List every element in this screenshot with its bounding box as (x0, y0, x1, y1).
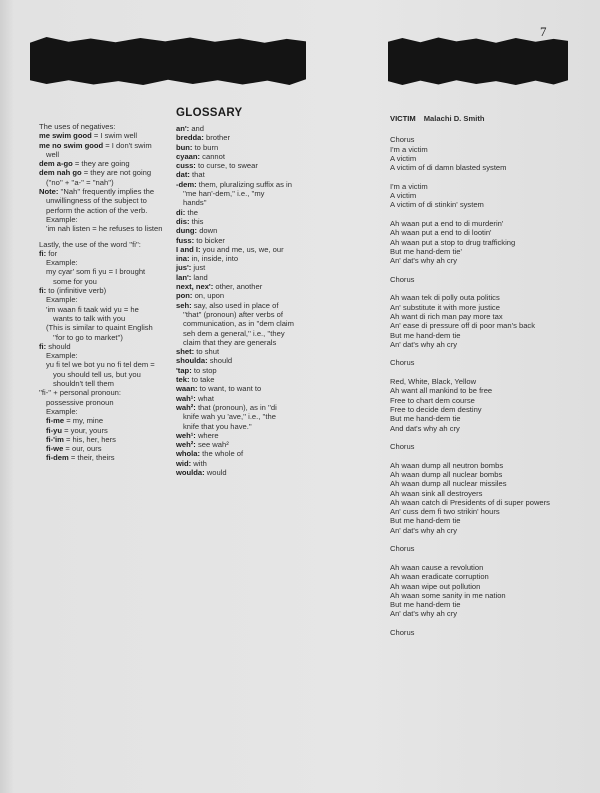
entry-text: ''me han'-dem,'' i.e., ''my (183, 189, 265, 199)
entry-text: should (46, 341, 71, 351)
entry-text: = our, ours (63, 444, 102, 454)
poem-line: Ah want di rich man pay more tax (390, 311, 503, 321)
entry-text: well (46, 149, 60, 159)
note-line (39, 388, 171, 397)
entry-term: di: (176, 207, 186, 217)
glossary-entry (176, 143, 336, 152)
glossary-entry (176, 282, 336, 291)
entry-text: = they are going (72, 159, 130, 169)
glossary-entry (176, 291, 336, 300)
entry-text: seh dem a general,'' i.e., ''they (183, 328, 285, 338)
entry-text: to stop (191, 365, 217, 375)
glossary-entry (176, 384, 336, 393)
entry-text: cannot (200, 151, 225, 161)
entry-text: 'im waan fi taak wid yu = he (46, 304, 139, 314)
poem-line: Ah waan cause a revolution (390, 562, 484, 572)
note-line (39, 398, 171, 407)
entry-text: to bicker (194, 235, 225, 245)
entry-term: dat: (176, 170, 190, 180)
note-line (39, 286, 171, 295)
entry-text: yu fi tel we bot yu no fi tel dem = (46, 360, 155, 370)
entry-term: cyaan: (176, 151, 201, 161)
entry-text: = your, yours (62, 425, 108, 435)
glossary-entry (176, 170, 336, 179)
page-number: 7 (540, 24, 547, 39)
poem-line: Ah waan dump all nuclear missiles (390, 479, 507, 489)
note-line (39, 379, 171, 388)
note-line (39, 333, 171, 342)
note-line (39, 314, 171, 323)
glossary-entry (176, 263, 336, 272)
chorus-label (390, 275, 570, 284)
entry-text: other, another (213, 282, 263, 292)
entry-term: dem nah go (39, 168, 82, 178)
entry-term: me no swim good (39, 140, 104, 150)
entry-text: Example: (46, 406, 78, 416)
entry-term: shoulda: (176, 356, 208, 366)
chorus-label (390, 544, 570, 553)
entry-text: (This is similar to quaint English (46, 323, 153, 333)
note-line (39, 240, 171, 249)
poem-line: Chorus (390, 135, 415, 145)
poem-line: Ah want all mankind to be free (390, 386, 493, 396)
glossary-entry (176, 208, 336, 217)
entry-term: wah²: (176, 402, 196, 412)
entry-text: wants to talk with you (53, 313, 126, 323)
glossary-entry (176, 152, 336, 161)
entry-term: jus': (176, 263, 192, 273)
decorative-black-bar-right (388, 37, 568, 85)
entry-text: say, also used in place of (191, 300, 279, 310)
note-line (39, 267, 171, 276)
entry-text: claim that they are generals (183, 337, 277, 347)
entry-text: and (189, 124, 204, 133)
note-line (39, 196, 171, 205)
glossary-entry (176, 161, 336, 170)
glossary-entry (176, 226, 336, 235)
glossary-entry (176, 124, 336, 133)
entry-term: me swim good (39, 131, 92, 141)
entry-text: ''fi-'' + personal pronoun: (39, 388, 121, 398)
entry-text: = they are not going (81, 168, 152, 178)
note-line (39, 187, 171, 196)
glossary-entry (176, 310, 336, 319)
poem-line: Ah waan wipe out pollution (390, 581, 481, 591)
note-line (39, 370, 171, 379)
poem-stanza (390, 135, 570, 172)
entry-term: an': (176, 124, 190, 133)
poem-line: An' substitute it with more justice (390, 302, 500, 312)
entry-term: fi-yu (46, 425, 63, 435)
entry-text: to burn (192, 142, 219, 152)
glossary-entry (176, 189, 336, 198)
poem-stanza (390, 461, 570, 535)
note-line (39, 141, 171, 150)
entry-term: fi: (39, 286, 47, 296)
glossary-entry (176, 338, 336, 347)
entry-text: that (189, 170, 205, 180)
note-line (39, 159, 171, 168)
poem-stanza (390, 219, 570, 265)
entry-text: knife wah yu 'ave,'' i.e., ''the (183, 412, 276, 422)
glossary-entry (176, 403, 336, 412)
entry-term: bredda: (176, 133, 204, 143)
entry-text: perform the action of the verb. (46, 205, 148, 215)
poem-line: Ah waan put a end to di lootin' (390, 228, 492, 238)
entry-term: shet: (176, 347, 195, 357)
entry-term: cuss: (176, 161, 196, 171)
poem-line: An' cuss dem fi two strikin' hours (390, 507, 500, 517)
entry-text: down (197, 226, 218, 236)
decorative-black-bar-left (30, 37, 306, 85)
negatives-and-fi-notes (39, 122, 171, 463)
poem-stanza (390, 377, 570, 433)
poem-line: Ah waan some sanity in me nation (390, 590, 506, 600)
entry-text: them, pluralizing suffix as in (196, 179, 292, 189)
entry-text: Example: (46, 351, 78, 361)
note-line (39, 168, 171, 177)
note-line (39, 122, 171, 131)
note-line (39, 360, 171, 369)
entry-text: ''that'' (pronoun) after verbs of (183, 309, 283, 319)
entry-text: just (191, 263, 206, 273)
entry-text: (''no'' + ''a-'' = ''nah'') (46, 177, 114, 187)
poem-line: A victim (390, 191, 417, 201)
poem-line: I'm a victim (390, 181, 428, 191)
poem-line: An' dat's why ah cry (390, 609, 458, 619)
entry-text: Example: (46, 214, 78, 224)
entry-text: that (pronoun), as in ''di (195, 402, 277, 412)
entry-term: Note: (39, 187, 59, 197)
note-line (39, 178, 171, 187)
poem-line: Free to decide dem destiny (390, 404, 482, 414)
poem-line: Ah waan eradicate corruption (390, 572, 489, 582)
entry-text: brother (203, 133, 231, 143)
entry-term: bun: (176, 142, 193, 152)
poem-line: Chorus (390, 442, 415, 452)
note-line (39, 444, 171, 453)
entry-text: to want, to want to (197, 384, 262, 394)
entry-text: see wah² (195, 440, 229, 450)
entry-text: knife that you have.'' (183, 421, 252, 431)
entry-term: seh: (176, 300, 192, 310)
note-line (39, 407, 171, 416)
entry-text: where (195, 430, 219, 440)
entry-term: fi-'im (46, 434, 64, 444)
glossary-entry (176, 422, 336, 431)
note-line (39, 351, 171, 360)
glossary-entry (176, 273, 336, 282)
entry-term: wid: (176, 458, 192, 468)
poem-line: Free to chart dem course (390, 395, 475, 405)
note-line (39, 249, 171, 258)
entry-term: pon: (176, 291, 193, 301)
entry-term: wah¹: (176, 393, 196, 403)
poem-line: Ah waan catch di Presidents of di super powers (390, 497, 550, 507)
entry-text: what (195, 393, 214, 403)
note-line (39, 323, 171, 332)
poem-line: An' dat's why ah cry (390, 525, 458, 535)
poem-line: Ah waan tek di polly outa politics (390, 293, 500, 303)
entry-text: shouldn't tell them (53, 379, 114, 389)
glossary-list (176, 124, 336, 477)
entry-term: fi: (39, 341, 47, 351)
note-line (39, 150, 171, 159)
entry-term: woulda: (176, 467, 205, 477)
poem-line: A victim of di damn blasted system (390, 163, 507, 173)
entry-text: The uses of negatives: (39, 122, 116, 131)
entry-term: fi: (39, 248, 47, 258)
glossary-entry (176, 217, 336, 226)
poem-line: Ah waan dump all nuclear bombs (390, 469, 503, 479)
poem-line: A victim (390, 153, 417, 163)
entry-text: Example: (46, 295, 78, 305)
glossary-entry (176, 440, 336, 449)
chorus-label (390, 358, 570, 367)
poem-line: But me hand-dem tie (390, 600, 461, 610)
entry-text: possessive pronoun (46, 397, 114, 407)
entry-text: communication, as in ''dem claim (183, 319, 294, 329)
poem-line: But me hand-dem tie (390, 414, 461, 424)
entry-text: = his, her, hers (63, 434, 116, 444)
note-line (39, 435, 171, 444)
glossary-entry (176, 180, 336, 189)
poem-line: But me hand-dem tie (390, 330, 461, 340)
glossary-title: GLOSSARY (176, 107, 243, 119)
glossary-entry (176, 198, 336, 207)
poem-line: But me hand-dem tie (390, 516, 461, 526)
glossary-entry (176, 431, 336, 440)
entry-term: whola: (176, 449, 201, 459)
note-line (39, 305, 171, 314)
glossary-entry (176, 468, 336, 477)
glossary-entry (176, 394, 336, 403)
entry-text: to take (189, 375, 215, 385)
entry-text: my cyar' som fi yu = I brought (46, 267, 146, 277)
entry-text: with (191, 458, 207, 468)
poem-line: And dat's why ah cry (390, 423, 460, 433)
poem-line: Chorus (390, 274, 415, 284)
poem-author: Malachi D. Smith (423, 114, 485, 123)
note-line (39, 453, 171, 462)
glossary-entry (176, 254, 336, 263)
entry-term: 'tap: (176, 365, 192, 375)
glossary-entry (176, 301, 336, 310)
entry-term: fi-we (46, 444, 64, 454)
entry-term: I and I: (176, 244, 201, 254)
entry-text: should (207, 356, 233, 366)
poem-line: A victim of di stinkin' system (390, 200, 484, 210)
poem-heading (390, 114, 570, 123)
entry-term: fi-dem (46, 453, 69, 463)
entry-text: Lastly, the use of the word ''fi'': (39, 239, 141, 249)
note-line (39, 258, 171, 267)
entry-text: would (204, 467, 227, 477)
poem-line: An' dat's why ah cry (390, 339, 458, 349)
poem-line: Ah waan sink all destroyers (390, 488, 483, 498)
entry-text: to curse, to swear (195, 161, 258, 171)
entry-term: weh²: (176, 440, 196, 450)
entry-text: you should tell us, but you (53, 369, 141, 379)
note-line (39, 224, 171, 233)
poem-title: VICTIM (390, 114, 416, 123)
entry-term: tek: (176, 375, 190, 385)
chorus-label (390, 442, 570, 451)
entry-text: Example: (46, 258, 78, 268)
poem-line: Ah waan dump all neutron bombs (390, 460, 504, 470)
glossary-entry (176, 245, 336, 254)
glossary-entry (176, 366, 336, 375)
entry-text: for (46, 248, 58, 258)
note-line (39, 215, 171, 224)
poem-line: Chorus (390, 628, 415, 638)
poem-section (390, 114, 570, 647)
entry-text: land (191, 272, 208, 282)
note-line (39, 342, 171, 351)
glossary-entry (176, 412, 336, 421)
glossary-section (176, 107, 336, 477)
entry-term: lan': (176, 272, 192, 282)
note-line (39, 131, 171, 140)
entry-text: hands'' (183, 198, 207, 208)
poem-line: Red, White, Black, Yellow (390, 377, 477, 387)
poem-stanza (390, 563, 570, 619)
entry-term: ina: (176, 254, 190, 264)
poem-body (390, 135, 570, 637)
entry-term: fi-me (46, 416, 65, 426)
poem-stanza (390, 182, 570, 210)
note-line (39, 206, 171, 215)
entry-text: you and me, us, we, our (200, 244, 284, 254)
entry-term: weh¹: (176, 430, 196, 440)
poem-line: An' ease di pressure off di poor man's back (390, 321, 536, 331)
glossary-entry (176, 133, 336, 142)
note-line (39, 416, 171, 425)
entry-text: the (185, 207, 198, 217)
poem-line: Chorus (390, 358, 415, 368)
poem-line: Ah waan put a end to di murderin' (390, 218, 504, 228)
entry-text: = I swim well (91, 131, 138, 141)
entry-text: unwillingness of the subject to (46, 196, 147, 206)
glossary-entry (176, 356, 336, 365)
entry-text: 'im nah listen = he refuses to listen (46, 224, 163, 234)
glossary-entry (176, 459, 336, 468)
poem-line: Chorus (390, 544, 415, 554)
entry-term: next, nex': (176, 282, 214, 292)
note-line (39, 277, 171, 286)
entry-text: to (infinitive verb) (46, 286, 107, 296)
entry-text: on, upon (192, 291, 225, 301)
glossary-entry (176, 236, 336, 245)
glossary-entry (176, 375, 336, 384)
entry-text: this (189, 216, 204, 226)
entry-text: to shut (194, 347, 220, 357)
glossary-entry (176, 319, 336, 328)
entry-text: ''Nah'' frequently implies the (58, 187, 155, 197)
entry-text: = I don't swim (103, 140, 152, 150)
entry-text: = my, mine (64, 416, 104, 426)
entry-term: dem a-go (39, 159, 73, 169)
entry-term: fuss: (176, 235, 195, 245)
note-line (39, 426, 171, 435)
entry-text: ''for to go to market'') (53, 332, 123, 342)
poem-line: I'm a victim (390, 144, 428, 154)
note-line (39, 295, 171, 304)
entry-text: = their, theirs (68, 453, 115, 463)
glossary-entry (176, 449, 336, 458)
poem-stanza (390, 293, 570, 349)
entry-term: waan: (176, 384, 198, 394)
poem-line: But me hand-dem tie' (390, 246, 462, 256)
poem-line: Ah waan put a stop to drug trafficking (390, 237, 516, 247)
entry-term: -dem: (176, 179, 197, 189)
entry-text: the whole of (200, 449, 244, 459)
entry-term: dung: (176, 226, 198, 236)
glossary-entry (176, 329, 336, 338)
entry-term: dis: (176, 216, 190, 226)
chorus-label (390, 628, 570, 637)
glossary-entry (176, 347, 336, 356)
entry-text: some for you (53, 276, 97, 286)
entry-text: in, inside, into (189, 254, 239, 264)
poem-line: An' dat's why ah cry (390, 256, 458, 266)
